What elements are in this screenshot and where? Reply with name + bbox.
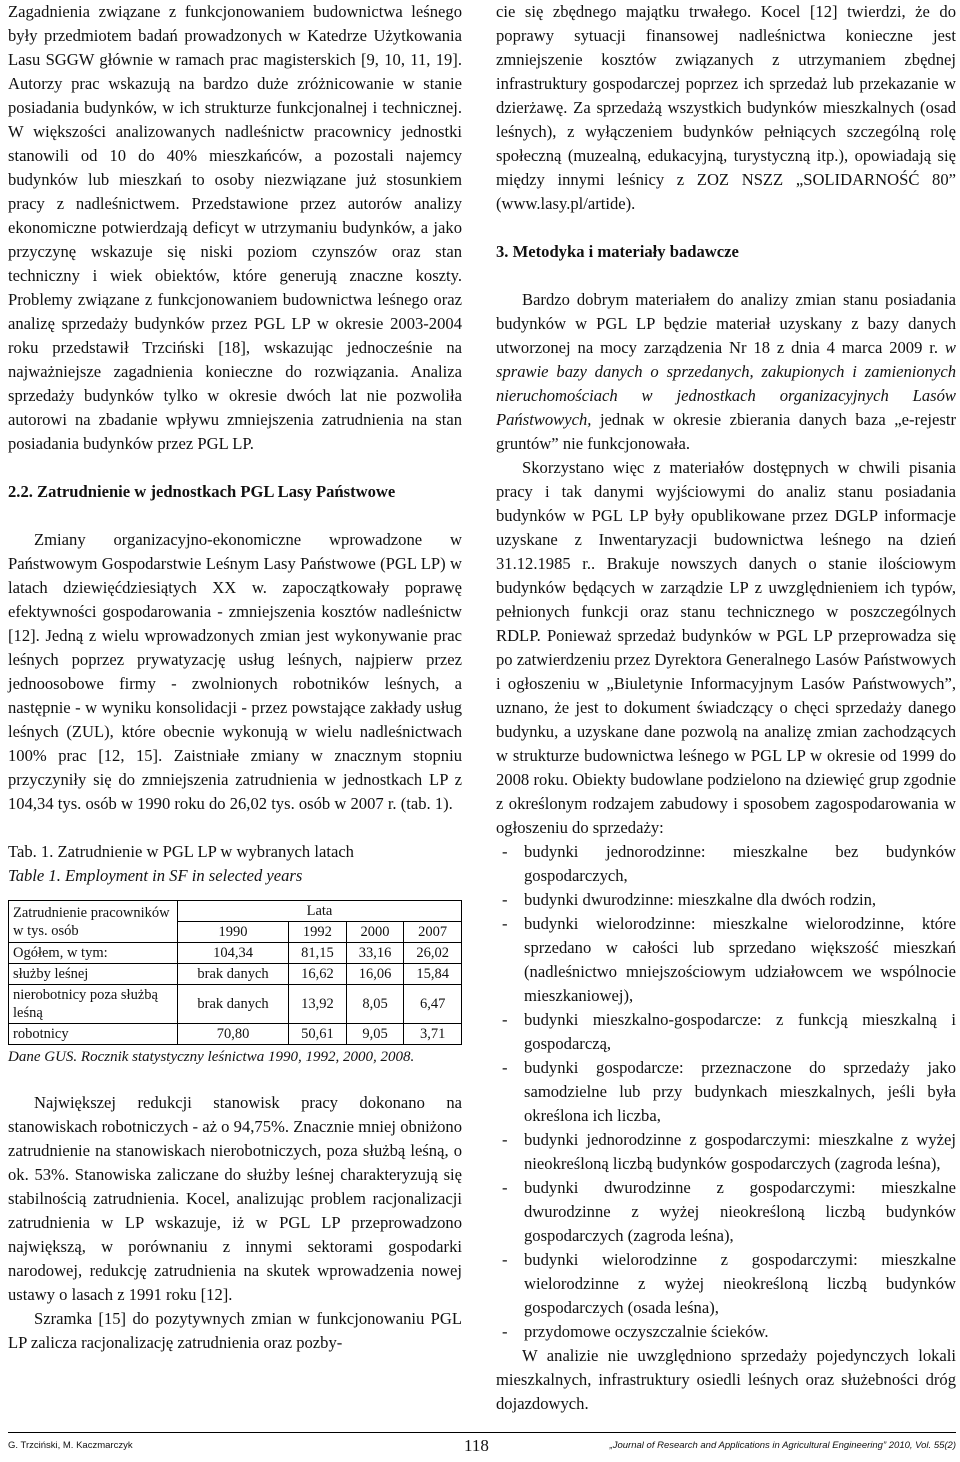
section-heading: 2.2. Zatrudnienie w jednostkach PGL Lasy Państwowe — [8, 482, 396, 501]
table-cell: 50,61 — [289, 1024, 347, 1045]
list-item: - budynki jednorodzinne: mieszkalne bez budynków gospodarczych, — [496, 840, 956, 888]
table-year: 2007 — [404, 922, 462, 943]
table-cell: 81,15 — [289, 943, 347, 964]
table-cell: 104,34 — [178, 943, 289, 964]
paragraph: W analizie nie uwzględniono sprzedaży pojedynczych lokali mieszkalnych, infrastruktury osiedli leśnych oraz służebności dróg dojazdowych. — [496, 1346, 956, 1413]
paragraph: cie się zbędnego majątku trwałego. Kocel [12] twierdzi, że do poprawy sytuacji finansowej nadleśnictwa konieczne jest zmniejszenie kosztów związanych z utrzymaniem zbędnej infrastruktury gospodarczej poprzez ich sprzedaż lub przekazanie w dzierżawę. Za sprzedażą wszystkich budynków mieszkalnych (osad leśnych), z wyłączeniem budynków pełniących szczególną rolę społeczną (muzealną, edukacyjną, turystyczną itp.), opowiadają się między innymi leśnicy z ZOZ NSZZ „SOLIDARNOŚĆ 80” (www.lasy.pl/artide). — [496, 2, 956, 213]
building-groups-list — [496, 840, 956, 1344]
table-row — [9, 985, 462, 1024]
page-number: 118 — [464, 1436, 489, 1455]
table-cell: 8,05 — [346, 985, 404, 1024]
table-cell: 16,06 — [346, 964, 404, 985]
paragraph-italic: w sprawie bazy danych o sprzedanych, zakupionych i zamienionych nieruchomościach w jednostkach organizacyjnych Lasów Państwowych, — [496, 338, 956, 429]
list-item: - budynki dwurodzinne z gospodarczymi: mieszkalne dwurodzinne z wyżej nieokreśloną liczbą budynków gospodarczych (zagroda leśna), — [496, 1176, 956, 1248]
list-item: - budynki mieszkalno-gospodarcze: z funkcją mieszkalną i gospodarczą, — [496, 1008, 956, 1056]
section-heading: 3. Metodyka i materiały badawcze — [496, 242, 739, 261]
table-cell: brak danych — [178, 964, 289, 985]
table-row — [9, 964, 462, 985]
paragraph: Skorzystano więc z materiałów dostępnych w chwili pisania pracy i tak danymi wyjściowymi do analiz stanu posiadania budynków w PGL LP były opublikowane przez DGLP informacje uzyskane z Inwentaryzacji budownictwa leśnego na dzień 31.12.1985 r.. Brakuje nowszych danych o stanie ilościowym budynków będących w zarządzie LP z uwzględnieniem ich typów, pełnionych funkcji oraz stanu technicznego w poszczególnych RDLP. Ponieważ sprzedaż budynków w PGL LP przeprowadza się po zatwierdzeniu przez Dyrektora Generalnego Lasów Państwowych i ogłoszeniu w „Biuletynie Informacyjnym Lasów Państwowych”, uznano, że jest to dokument świadczący o chęci sprzedaży danego budynku, a uzyskane dane pozwolą na analizę zmian zachodzących w strukturze budownictwa leśnego w PGL LP w okresie od 1999 do 2008 roku. Obiekty budowlane podzielono na dziewięć grup zgodnie z określonym rodzajem zabudowy i sposobem zagospodarowania w ogłoszeniu do sprzedaży: — [496, 458, 956, 837]
paragraph: Zmiany organizacyjno-ekonomiczne wprowadzone w Państwowym Gospodarstwie Leśnym Lasy Państwowe (PGL LP) w latach dziewięćdziesiątych XX w. zapoczątkowały poprawę efektywności gospodarowania - zmniejszenia kosztów nadleśnictw [12]. Jedną z wielu wprowadzonych zmian jest wykonywanie prac leśnych poprzez prywatyzację usług leśnych, najpierw przez jednoosobowe firmy - zwolnionych robotników leśnych, a następnie - w wyniku konsolidacji - przez powstające zakłady usług leśnych (ZUL), które obecnie wykonują w wielu nadleśnictwach 100% prac [12, 15]. Zaistniałe zmiany w znacznym stopniu przyczyniły się do zmniejszenia zatrudnienia w jednostkach LP z 104,34 tys. osób w 1990 roku do 26,02 tys. osób w 2007 r. (tab. 1). — [8, 530, 462, 813]
table-cell: 9,05 — [346, 1024, 404, 1045]
table-row — [9, 1024, 462, 1045]
table-year: 1990 — [178, 922, 289, 943]
list-item: - budynki dwurodzinne: mieszkalne dla dwóch rodzin, — [496, 888, 956, 912]
table-cell: 33,16 — [346, 943, 404, 964]
table-caption — [8, 840, 462, 888]
footer-divider — [8, 1432, 956, 1433]
list-item: - budynki jednorodzinne z gospodarczymi: mieszkalne z wyżej nieokreśloną liczbą budynków gospodarczych (zagroda leśna), — [496, 1128, 956, 1176]
right-column — [496, 0, 956, 1416]
paragraph — [496, 288, 956, 456]
table-head-group: Lata — [178, 901, 462, 922]
row-label: robotnicy — [9, 1024, 178, 1045]
table-year: 1992 — [289, 922, 347, 943]
paragraph: Szramka [15] do pozytywnych zmian w funkcjonowaniu PGL LP zalicza racjonalizację zatrudnienia oraz pozby- — [8, 1309, 462, 1352]
table-cell: 3,71 — [404, 1024, 462, 1045]
list-item: - budynki wielorodzinne z gospodarczymi: mieszkalne wielorodzinne z wyżej nieokreśloną liczbą budynków gospodarczych (osada leśna), — [496, 1248, 956, 1320]
paragraph-text: Bardzo dobrym materiałem do analizy zmian stanu posiadania budynków w PGL LP będzie materiał uzyskany z bazy danych utworzonej na mocy zarządzenia Nr 18 z dnia 4 marca 2009 r. — [496, 290, 956, 357]
employment-table — [8, 900, 462, 1045]
table-row — [9, 943, 462, 964]
table-cell: 6,47 — [404, 985, 462, 1024]
table-source: Dane GUS. Rocznik statystyczny leśnictwa 1990, 1992, 2000, 2008. — [8, 1049, 415, 1065]
table-head-label: Zatrudnienie pracowników w tys. osób — [9, 901, 178, 943]
row-label: Ogółem, w tym: — [9, 943, 178, 964]
table-cell: 26,02 — [404, 943, 462, 964]
table-cell: 13,92 — [289, 985, 347, 1024]
paragraph: Największej redukcji stanowisk pracy dokonano na stanowiskach robotniczych - aż o 94,75%. Znacznie mniej obniżono zatrudnienie na stanowiskach nierobotniczych, poza służbą leśną, o ok. 53%. Stanowiska zaliczane do służby leśnej charakteryzują się stabilnością zatrudnienia. Kocel, analizując problem racjonalizacji zatrudnienia w LP wskazuje, iż w PGL LP przeprowadzono największą, w porównaniu z innymi sektorami gospodarki narodowej, redukcję zatrudnienia na skutek wprowadzenia nowej ustawy o lasach z 1991 roku [12]. — [8, 1093, 462, 1304]
table-cell: 15,84 — [404, 964, 462, 985]
list-item: - budynki wielorodzinne: mieszkalne wielorodzinne, które sprzedano w całości lub sprzedano większość mieszkań (nadleśnictwo mniejszościowym udziałowcem we wspólnocie mieszkaniowej), — [496, 912, 956, 1008]
table-cell: 70,80 — [178, 1024, 289, 1045]
paragraph: Zagadnienia związane z funkcjonowaniem budownictwa leśnego były przedmiotem badań prowadzonych w Katedrze Użytkowania Lasu SGGW głównie w ramach prac magisterskich [9, 10, 11, 19]. Autorzy prac wskazują na bardzo duże zróżnicowanie w stanie posiadania budynków, w ich strukturze funkcjonalnej i technicznej. W większości analizowanych nadleśnictw pracownicy jednostki stanowili od 10 do 40% mieszkańców, a pozostali najemcy budynków lub mieszkań to osoby niezwiązane już stosunkiem pracy z nadleśnictwem. Przedstawione przez autorów analizy ekonomiczne potwierdzają deficyt w utrzymaniu budynków, a jako przyczynę wskazuje się niski poziom czynszów oraz stan techniczny i wiek obiektów, które generują znaczne koszty. Problemy związane z funkcjonowaniem budownictwa leśnego oraz analizę sprzedaży budynków przez PGL LP w okresie 2003-2004 roku przedstawił Trzciński [18], wskazując jednocześnie na najważniejsze zagadnienia konieczne do rozwiązania. Analiza sprzedaży budynków tylko w okresie dwóch lat nie pozwoliła autorowi na zbadanie wpływu zmniejszenia zatrudnienia na stan posiadania budynków przez PGL LP. — [8, 2, 462, 453]
paragraph-text: jednak w okresie zbierania danych baza „e-rejestr gruntów” nie funkcjonowała. — [496, 410, 956, 453]
left-column — [8, 0, 462, 1355]
row-label: nierobotnicy poza służbą leśną — [9, 985, 178, 1024]
caption-polish: Tab. 1. Zatrudnienie w PGL LP w wybranych latach — [8, 842, 354, 861]
footer-journal: „Journal of Research and Applications in Agricultural Engineering” 2010, Vol. 55(2) — [609, 1440, 956, 1451]
table-cell: 16,62 — [289, 964, 347, 985]
list-item: - budynki gospodarcze: przeznaczone do sprzedaży jako samodzielne lub przy budynkach mieszkalnych, jeśli była określona ich liczba, — [496, 1056, 956, 1128]
row-label: służby leśnej — [9, 964, 178, 985]
footer-authors: G. Trzciński, M. Kaczmarczyk — [8, 1440, 133, 1451]
caption-english: Table 1. Employment in SF in selected years — [8, 866, 303, 885]
table-year: 2000 — [346, 922, 404, 943]
table-cell: brak danych — [178, 985, 289, 1024]
list-item: - przydomowe oczyszczalnie ścieków. — [496, 1320, 956, 1344]
